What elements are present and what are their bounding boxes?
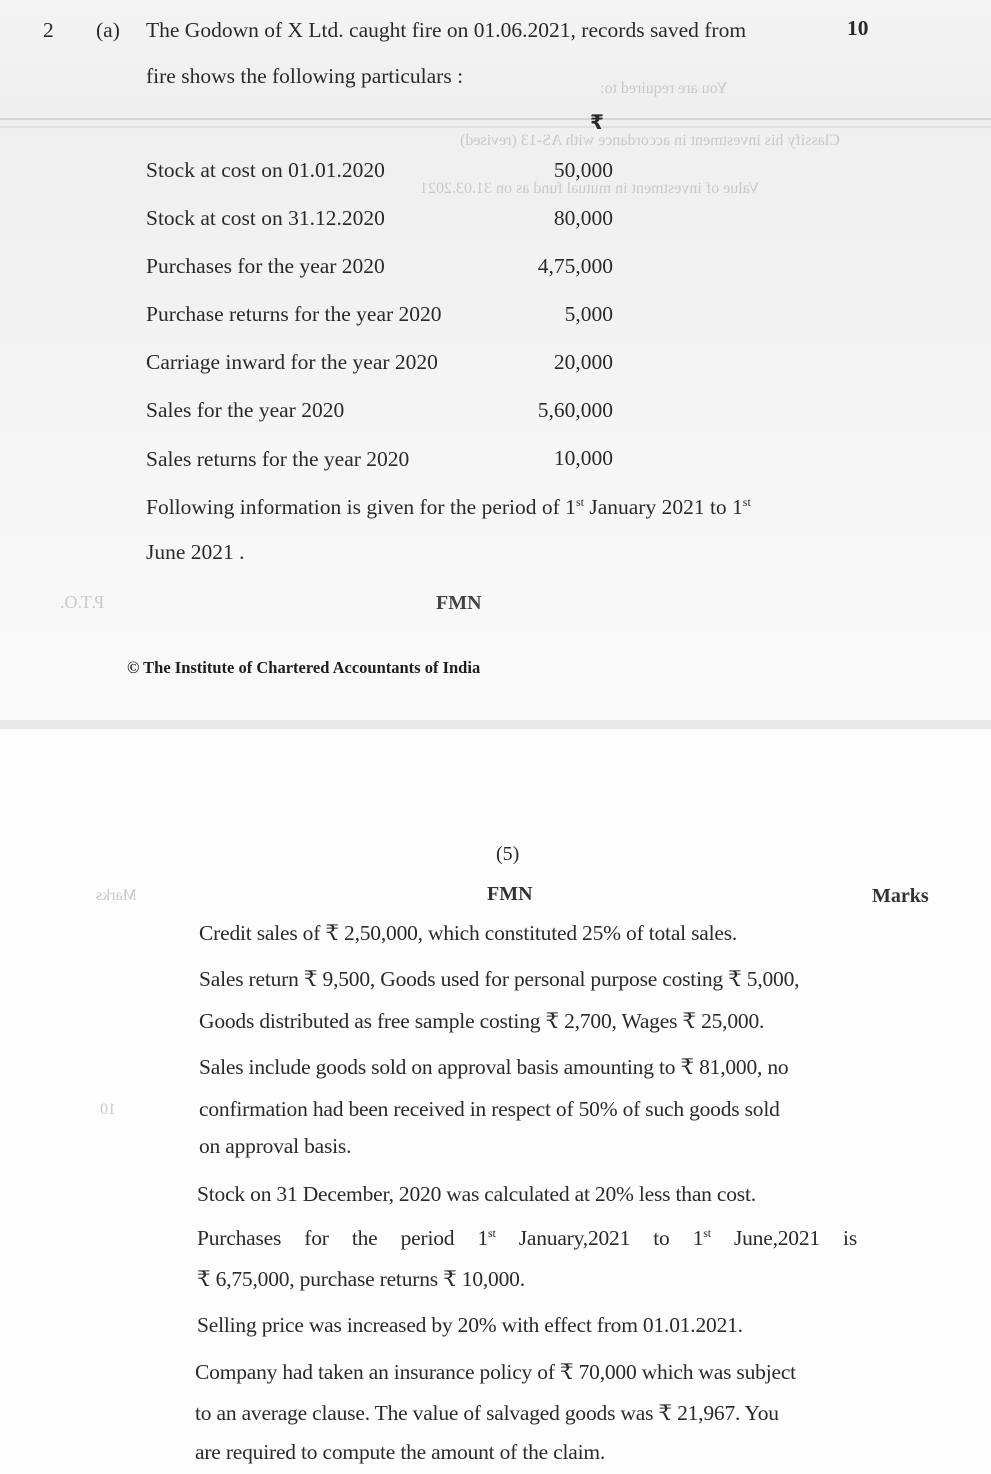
purchases-word: period	[400, 1226, 455, 1250]
particular-label: Purchases for the year 2020	[146, 254, 385, 278]
particular-label: Stock at cost on 31.12.2020	[146, 206, 385, 230]
bleed-through-ten: 10	[100, 1101, 116, 1118]
sales-return-line-1: Sales return ₹ 9,500, Goods used for personal purpose costing ₹ 5,000,	[199, 967, 800, 991]
following-info-line-1	[146, 495, 751, 520]
ordinal-suffix: st	[703, 1225, 711, 1240]
currency-header: ₹	[590, 110, 604, 134]
purchases-ordinal	[693, 1226, 711, 1251]
purchases-word: 1	[477, 1226, 489, 1250]
page-number: (5)	[496, 843, 520, 865]
particular-amount: 50,000	[553, 158, 613, 182]
copyright-notice: © The Institute of Chartered Accountants of India	[127, 658, 481, 677]
particular-label: Purchase returns for the year 2020	[146, 302, 442, 326]
purchases-word: 1	[692, 1226, 704, 1250]
stock-december-text: Stock on 31 December, 2020 was calculated at 20% less than cost.	[197, 1182, 756, 1206]
particular-label: Sales returns for the year 2020	[146, 447, 410, 471]
purchases-word: June,2021	[733, 1226, 820, 1250]
purchases-word: to	[653, 1226, 670, 1250]
marks-header: Marks	[872, 885, 929, 907]
approval-line-2: confirmation had been received in respect of 50% of such goods sold	[199, 1097, 780, 1121]
marks-value: 10	[847, 16, 869, 40]
page-2	[0, 729, 991, 1474]
selling-price-text: Selling price was increased by 20% with effect from 01.01.2021.	[197, 1313, 743, 1337]
purchases-line-2: ₹ 6,75,000, purchase returns ₹ 10,000.	[197, 1267, 525, 1291]
approval-line-1: Sales include goods sold on approval basis amounting to ₹ 81,000, no	[199, 1055, 789, 1079]
purchases-word: the	[351, 1226, 378, 1250]
purchases-ordinal	[477, 1226, 495, 1251]
question-number: 2	[43, 18, 54, 42]
ordinal-suffix: st	[488, 1225, 496, 1240]
header-code: FMN	[487, 883, 533, 905]
part-label: (a)	[96, 18, 120, 42]
bleed-through-text: Value of investment in mutual fund as on 31.03.2021	[420, 180, 760, 197]
page-1	[0, 0, 991, 720]
purchases-word: Purchases	[197, 1226, 282, 1250]
particular-amount: 4,75,000	[537, 254, 613, 278]
scan-artifact-line	[0, 126, 991, 128]
bleed-through-text: Classify his investment in accordance with AS-13 (revised)	[460, 132, 840, 149]
purchases-line-1	[197, 1226, 857, 1251]
following-info-text: January 2021 to 1	[583, 495, 743, 519]
ordinal-suffix: st	[742, 494, 751, 509]
particular-label: Carriage inward for the year 2020	[146, 350, 438, 374]
particular-amount: 5,60,000	[537, 398, 613, 422]
purchases-word: is	[843, 1226, 857, 1250]
intro-line-2: fire shows the following particulars :	[146, 64, 464, 88]
following-info-line-2: June 2021 .	[146, 540, 245, 564]
particular-label: Stock at cost on 01.01.2020	[146, 158, 385, 182]
following-info-text: Following information is given for the period of 1	[146, 495, 576, 519]
ordinal-suffix: st	[575, 494, 584, 509]
page-separator	[0, 720, 991, 729]
scan-artifact-line	[0, 118, 991, 120]
insurance-line-1: Company had taken an insurance policy of ₹ 70,000 which was subject	[195, 1360, 796, 1384]
purchases-word: for	[304, 1226, 329, 1250]
bleed-through-text: You are required to:	[600, 80, 728, 97]
purchases-word: January,2021	[518, 1226, 631, 1250]
particular-label: Sales for the year 2020	[146, 398, 345, 422]
credit-sales-text: Credit sales of ₹ 2,50,000, which constituted 25% of total sales.	[199, 921, 738, 945]
insurance-line-3: are required to compute the amount of the claim.	[195, 1440, 606, 1464]
bleed-through-marks: Marks	[96, 887, 137, 904]
approval-line-3: on approval basis.	[199, 1134, 352, 1158]
particular-amount: 20,000	[553, 350, 613, 374]
particular-amount: 10,000	[553, 446, 613, 470]
footer-code: FMN	[436, 592, 482, 614]
sales-return-line-2: Goods distributed as free sample costing ₹ 2,700, Wages ₹ 25,000.	[199, 1009, 765, 1033]
insurance-line-2: to an average clause. The value of salvaged goods was ₹ 21,967. You	[195, 1401, 779, 1425]
intro-line-1: The Godown of X Ltd. caught fire on 01.06.2021, records saved from	[146, 18, 747, 42]
particular-amount: 5,000	[564, 302, 613, 326]
bleed-through-pto: P.T.O.	[60, 592, 105, 612]
particular-amount: 80,000	[553, 206, 613, 230]
